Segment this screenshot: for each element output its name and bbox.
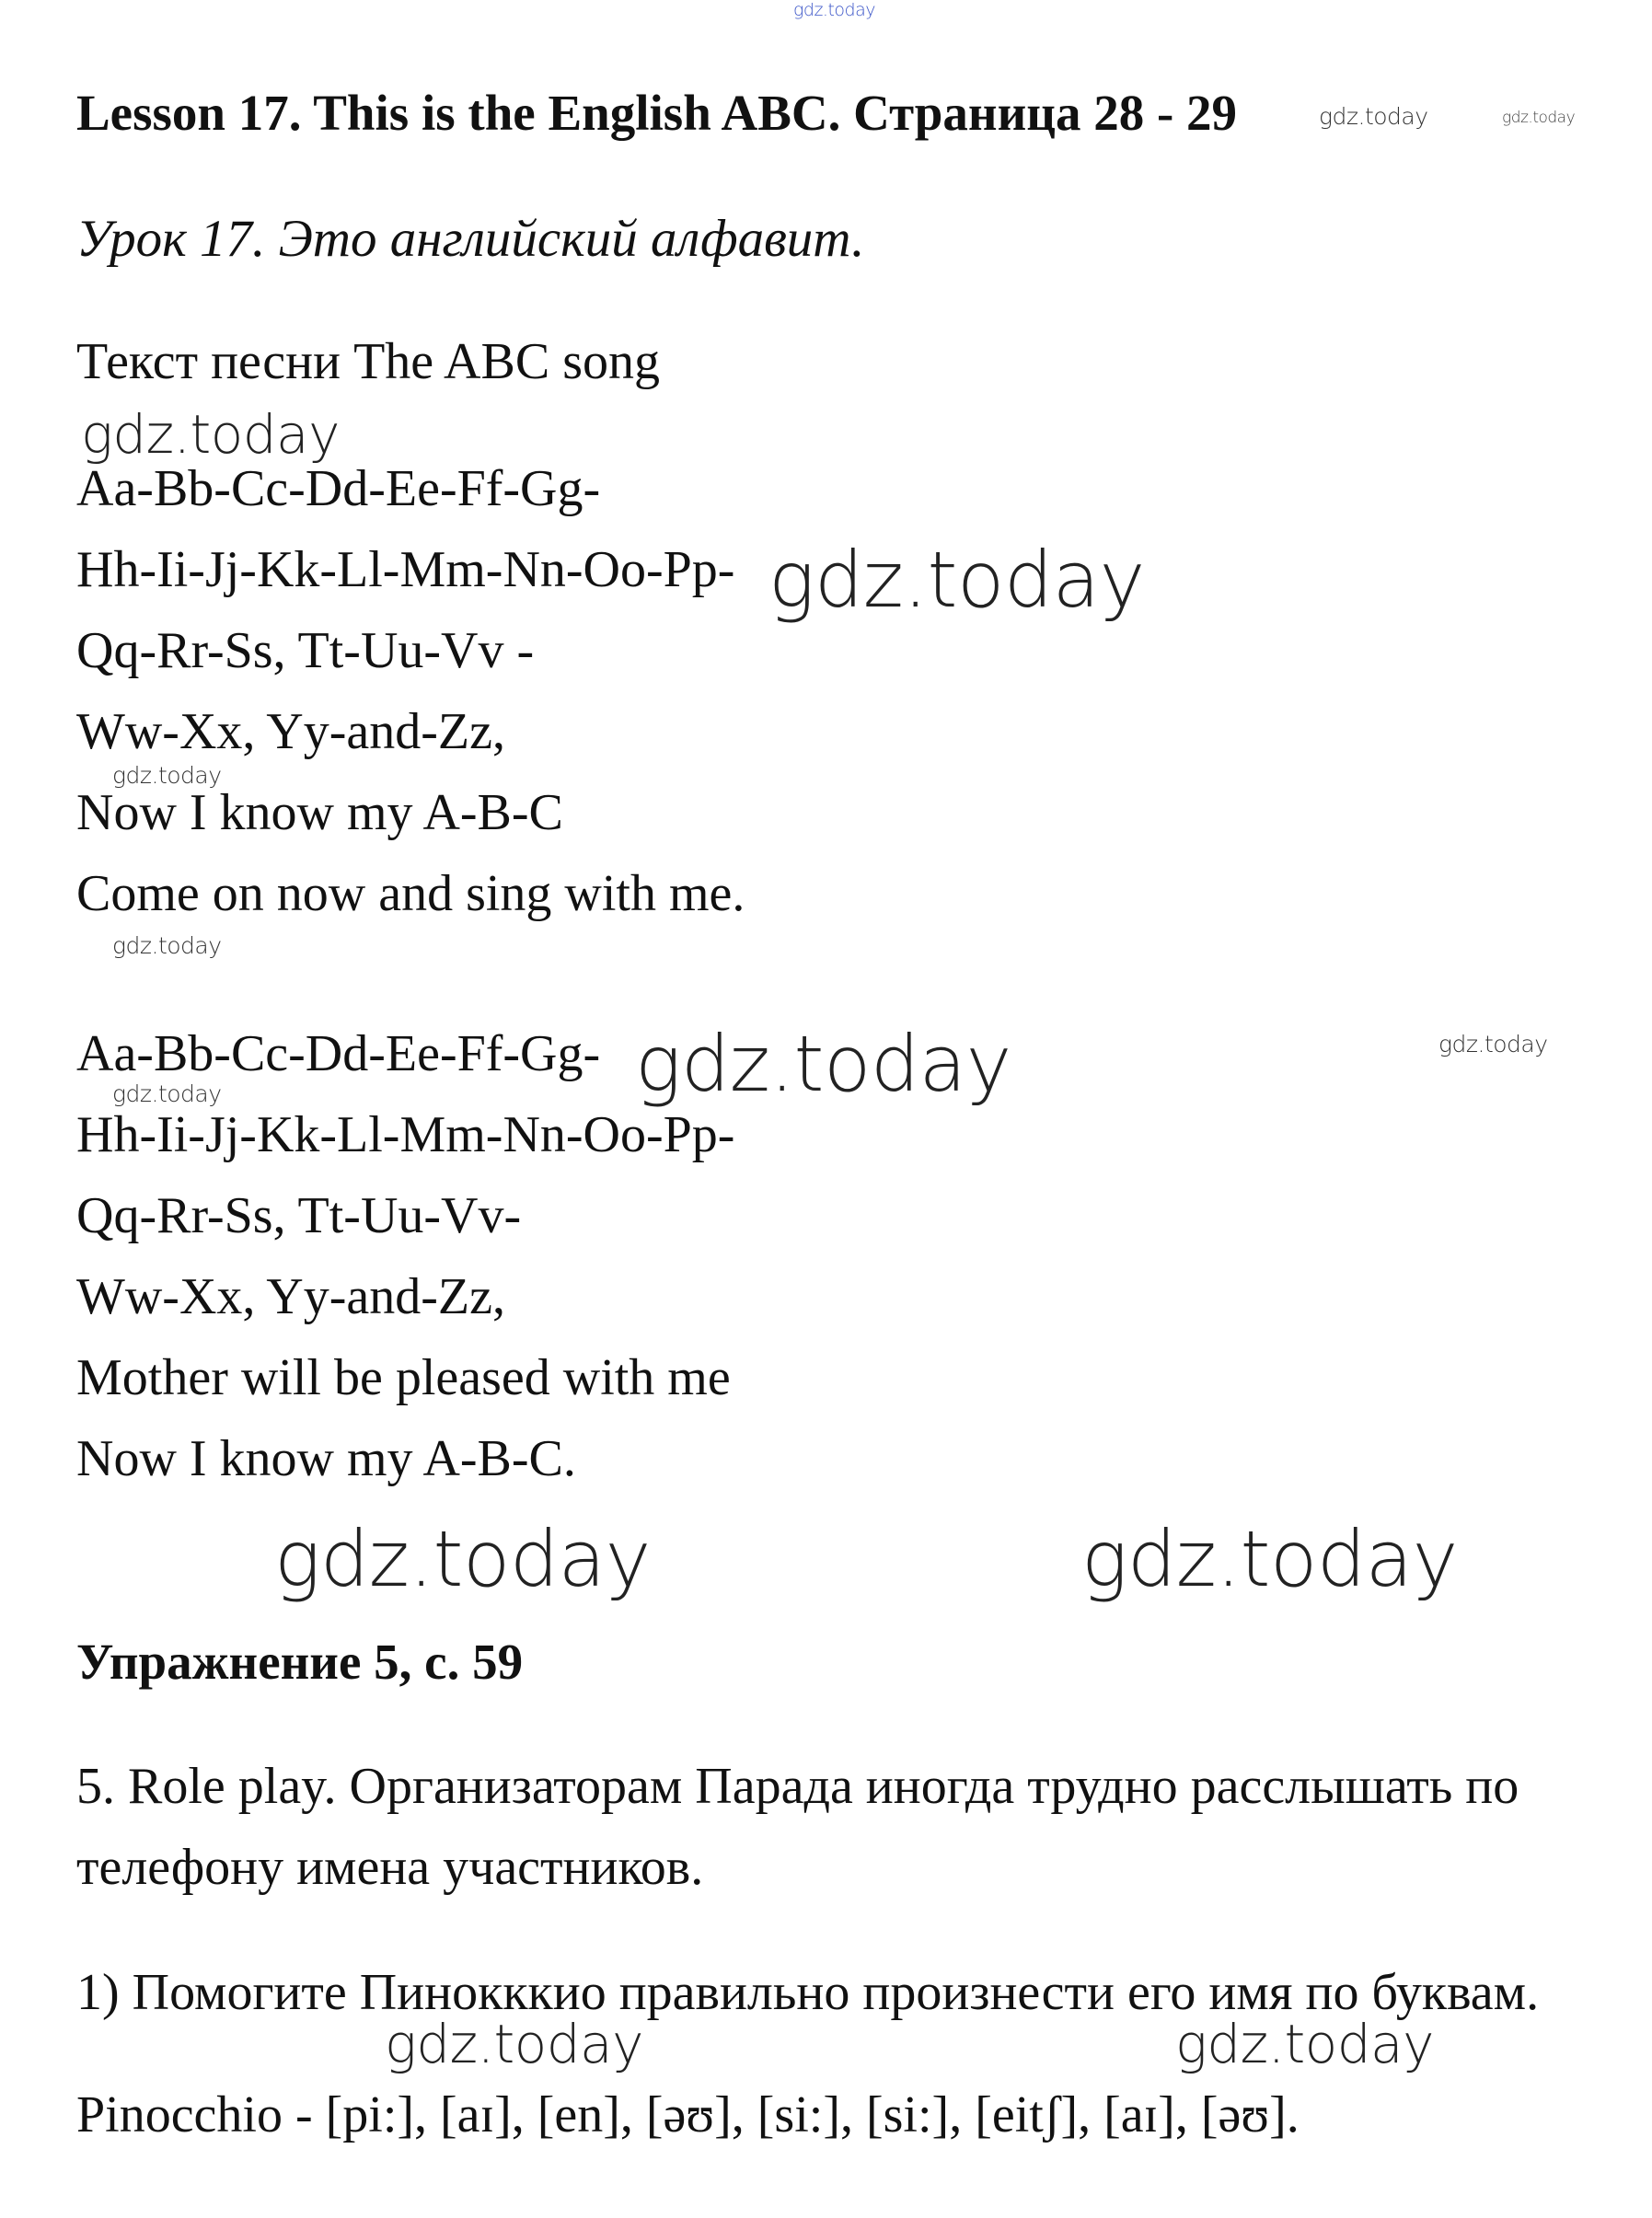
exercise-heading: Упражнение 5, с. 59 [76, 1634, 524, 1690]
watermark-large: gdz.today [274, 1514, 651, 1604]
watermark-small: gdz.today [1319, 103, 1428, 130]
lyric-line: Now I know my A-B-C [76, 784, 563, 841]
watermark-small: gdz.today [1438, 1031, 1548, 1057]
watermark-medium: gdz.today [81, 403, 340, 466]
song-intro: Текст песни The ABC song [76, 333, 660, 390]
lyric-line: Qq-Rr-Ss, Tt-Uu-Vv- [76, 1187, 522, 1244]
exercise-text-line: телефону имена участников. [76, 1839, 704, 1896]
lyric-line: Qq-Rr-Ss, Tt-Uu-Vv - [76, 622, 535, 679]
watermark-small: gdz.today [112, 762, 222, 789]
lyric-line: Come on now and sing with me. [76, 865, 745, 922]
watermark-small: gdz.today [112, 932, 222, 959]
lyric-line: Aa-Bb-Cc-Dd-Ee-Ff-Gg- [76, 460, 601, 517]
lyric-line: Mother will be pleased with me [76, 1349, 731, 1406]
watermark-large: gdz.today [635, 1019, 1011, 1109]
lyric-line: Aa-Bb-Cc-Dd-Ee-Ff-Gg- [76, 1025, 601, 1082]
answer-text: Pinocchio - [pi:], [aɪ], [en], [əʊ], [si:], [si:], [eitʃ], [aɪ], [əʊ]. [76, 2086, 1300, 2143]
watermark-top: gdz.today [793, 0, 875, 20]
lyric-line: Ww-Xx, Yy-and-Zz, [76, 703, 505, 760]
page-title: Lesson 17. This is the English ABC. Страница 28 - 29 [76, 85, 1238, 141]
watermark-medium: gdz.today [385, 2013, 643, 2075]
task-text: 1) Помогите Пинокккио правильно произнести его имя по буквам. [76, 1964, 1540, 2021]
watermark-large: gdz.today [1081, 1514, 1458, 1604]
watermark-small: gdz.today [1502, 109, 1576, 127]
watermark-large: gdz.today [768, 535, 1145, 625]
lyric-line: Ww-Xx, Yy-and-Zz, [76, 1268, 505, 1325]
lyric-line: Now I know my A-B-C. [76, 1430, 576, 1487]
lyric-line: Hh-Ii-Jj-Kk-Ll-Mm-Nn-Oo-Pp- [76, 541, 735, 598]
watermark-medium: gdz.today [1175, 2013, 1434, 2075]
page-subtitle: Урок 17. Это английский алфавит. [76, 210, 865, 268]
watermark-small: gdz.today [112, 1080, 222, 1107]
lyric-line: Hh-Ii-Jj-Kk-Ll-Mm-Nn-Oo-Pp- [76, 1106, 735, 1163]
exercise-text-line: 5. Role play. Организаторам Парада иногда трудно расслышать по [76, 1758, 1519, 1815]
